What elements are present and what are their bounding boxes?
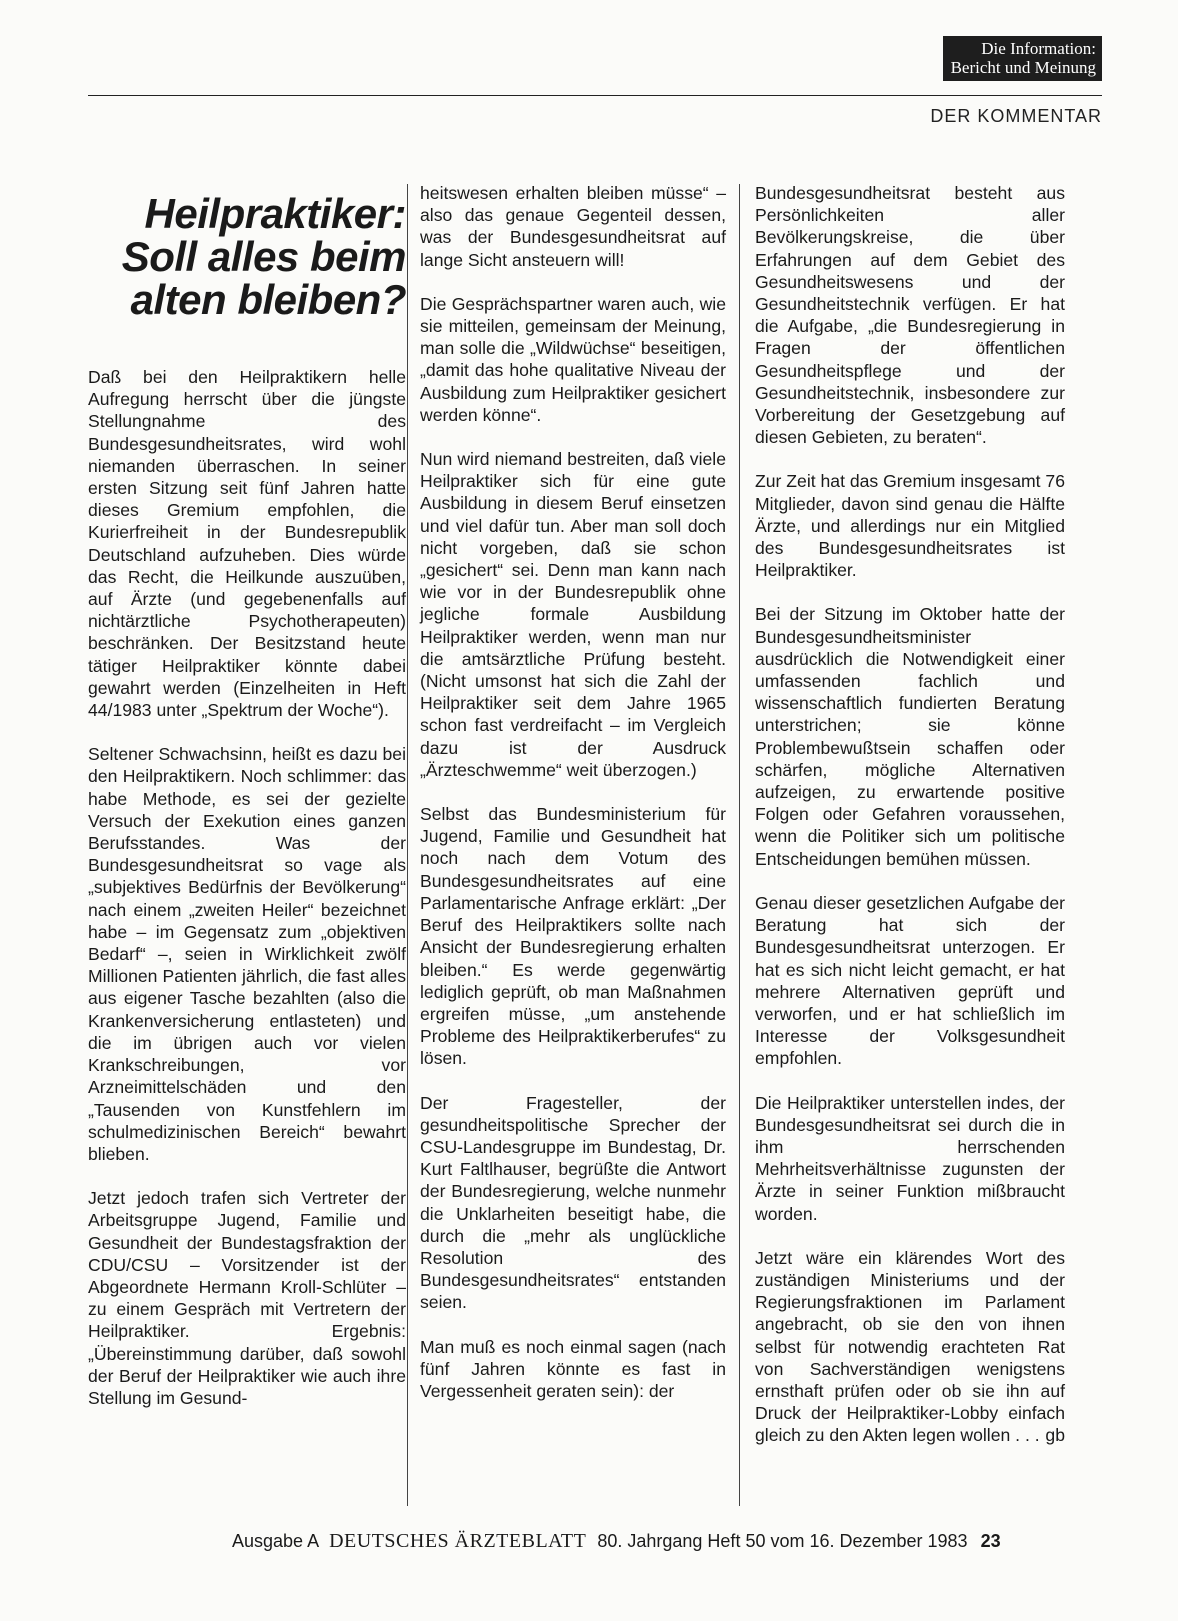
- paragraph: Nun wird niemand bestreiten, daß viele Heilpraktiker sich für eine gute Ausbildung in diesem Beruf einsetzen und viel dafür tun. Aber man soll doch nicht vorgeben, daß sie schon „gesichert“ sei. Denn man kann nach wie vor in der Bundesrepublik ohne jegliche formale Ausbildung Heilpraktiker werden, wenn man nur die amtsärztliche Prüfung besteht. (Nicht umsonst hat sich die Zahl der Heilpraktiker seit dem Jahre 1965 schon fast verdreifacht – im Vergleich dazu ist der Ausdruck „Ärzteschwemme“ weit überzogen.): [420, 449, 726, 780]
- paragraph: Seltener Schwachsinn, heißt es dazu bei den Heilpraktikern. Noch schlimmer: das habe Methode, es sei der gezielte Versuch der Exekution eines ganzen Berufsstandes. Was der Bundesgesundheitsrat so vage als „subjektives Bedürfnis der Bevölkerung“ nach einem „zweiten Heiler“ bezeichnet habe – im Gegensatz zum „objektiven Bedarf“ –, seien in Wirklichkeit zwölf Millionen Patienten jährlich, die fast alles aus eigener Tasche bezahlten (also die Krankenversicherung entlasteten) und die im übrigen auch vor vielen Krankschreibungen, vor Arzneimittelschäden und den „Tausenden von Kunstfehlern im schulmedizinischen Bereich“ bewahrt blieben.: [88, 744, 406, 1164]
- article-column-1: [88, 180, 406, 1431]
- issue-info: 80. Jahrgang Heft 50 vom 16. Dezember 1983: [597, 1531, 968, 1551]
- paragraph: Daß bei den Heilpraktikern helle Aufregung herrscht über die jüngste Stellungnahme des Bundesgesundheitsrates, wird wohl niemanden überraschen. In seiner ersten Sitzung seit fünf Jahren hatte dieses Gremium empfohlen, die Kurierfreiheit in der Bundesrepublik Deutschland aufzuheben. Dies würde das Recht, die Heilkunde auszuüben, auf Ärzte (und gegebenenfalls auf nichtärztliche Psychotherapeuten) beschränken. Der Besitzstand heute tätiger Heilpraktiker könnte dabei gewahrt werden (Einzelheiten in Heft 44/1983 unter „Spektrum der Woche“).: [88, 367, 406, 721]
- author-initials: gb: [1045, 1425, 1065, 1446]
- headline-line-2: Soll alles beim: [121, 233, 406, 280]
- paragraph: Jetzt jedoch trafen sich Vertreter der Arbeitsgruppe Jugend, Familie und Gesundheit der Bundestagsfraktion der CDU/CSU – Vorsitzender ist der Abgeordnete Hermann Kroll-Schlüter – zu einem Gespräch mit Vertretern der Heilpraktiker. Ergebnis: „Übereinstimmung darüber, daß sowohl der Beruf der Heilpraktiker wie auch ihre Stellung im Gesund-: [88, 1188, 406, 1408]
- column-divider-2: [739, 184, 740, 1506]
- page-number: 23: [980, 1531, 1001, 1551]
- paragraph-last: [755, 1247, 1065, 1447]
- page-footer: [232, 1530, 1001, 1553]
- headline-line-1: Heilpraktiker:: [144, 190, 406, 237]
- final-paragraph-text: Jetzt wäre ein klärendes Wort des zuständigen Ministeriums und der Regierungsfraktionen im Parlament angebracht, ob sie den von ihnen selbst für notwendig erachteten Rat von Sachverständigen wenigstens ernsthaft prüfen oder ob sie ihn auf Druck der Heilpraktiker-Lobby einfach gleich zu den Akten legen wollen . . .: [755, 1247, 1065, 1446]
- column-divider-1: [407, 184, 408, 1506]
- rubric-badge: [943, 36, 1102, 81]
- paragraph: heitswesen erhalten bleiben müsse“ – also das genaue Gegenteil dessen, was der Bundesgesundheitsrat auf lange Sicht ansteuern will!: [420, 183, 726, 270]
- paragraph: Zur Zeit hat das Gremium insgesamt 76 Mitglieder, davon sind genau die Hälfte Ärzte, und allerdings nur ein Mitglied des Bundesgesundheitsrates ist Heilpraktiker.: [755, 471, 1065, 581]
- rubric-line-1: Die Information:: [981, 39, 1096, 58]
- paragraph: Die Heilpraktiker unterstellen indes, der Bundesgesundheitsrat sei durch die in ihm herrschenden Mehrheitsverhältnisse zugunsten der Ärzte in seiner Funktion mißbraucht worden.: [755, 1092, 1065, 1224]
- section-label: DER KOMMENTAR: [930, 106, 1102, 126]
- article-headline: [88, 192, 406, 321]
- header-rule: [88, 95, 1102, 96]
- headline-line-3: alten bleiben?: [130, 276, 406, 323]
- paragraph: Die Gesprächspartner waren auch, wie sie mitteilen, gemeinsam der Meinung, man solle die „Wildwüchse“ beseitigen, „damit das hohe qualitative Niveau der Ausbildung zum Heilpraktiker gesichert werden könne“.: [420, 293, 726, 425]
- paragraph: Der Fragesteller, der gesundheitspolitische Sprecher der CSU-Landesgruppe im Bundestag, Dr. Kurt Faltlhauser, begrüßte die Antwort der Bundesregierung, welche nunmehr die Unklarheiten beseitigt habe, die durch die „mehr als unglückliche Resolution des Bundesgesundheitsrates“ entstanden seien.: [420, 1092, 726, 1313]
- article-column-3: [755, 182, 1065, 1469]
- article-column-2: [420, 182, 726, 1424]
- paragraph: Bei der Sitzung im Oktober hatte der Bundesgesundheitsminister ausdrücklich die Notwendigkeit einer umfassenden fachlich und wissenschaftlich fundierten Beratung unterstrichen; sie könne Problembewußtsein schaffen oder schärfen, mögliche Alternativen aufzeigen, zu erwartende positive Folgen oder Gefahren voraussehen, wenn die Politiker sich um politische Entscheidungen bemühen müssen.: [755, 604, 1065, 869]
- journal-name: DEUTSCHES ÄRZTEBLATT: [329, 1530, 587, 1552]
- paragraph: Selbst das Bundesministerium für Jugend, Familie und Gesundheit hat noch nach dem Votum des Bundesgesundheitsrates auf eine Parlamentarische Anfrage erklärt: „Der Beruf des Heilpraktikers sollte nach Ansicht der Bundesregierung erhalten bleiben.“ Es werde gegenwärtig lediglich geprüft, ob man Maßnahmen ergreifen müsse, „um anstehende Probleme des Heilpraktikerberufes“ zu lösen.: [420, 804, 726, 1069]
- paragraph: Bundesgesundheitsrat besteht aus Persönlichkeiten aller Bevölkerungskreise, die über Erfahrungen auf dem Gebiet des Gesundheitswesens und der Gesundheitstechnik verfügen. Er hat die Aufgabe, „die Bundesregierung in Fragen der öffentlichen Gesundheitspflege und der Gesundheitstechnik, insbesondere zur Vorbereitung der Gesetzgebung auf diesen Gebieten, zu beraten“.: [755, 183, 1065, 448]
- edition-label: Ausgabe A: [232, 1531, 319, 1551]
- paragraph: Man muß es noch einmal sagen (nach fünf Jahren könnte es fast in Vergessenheit geraten sein): der: [420, 1336, 726, 1401]
- rubric-line-2: Bericht und Meinung: [950, 58, 1096, 77]
- paragraph: Genau dieser gesetzlichen Aufgabe der Beratung hat sich der Bundesgesundheitsrat unterzogen. Er hat es sich nicht leicht gemacht, er hat mehrere Alternativen geprüft und verworfen, und er hat schließlich im Interesse der Volksgesundheit empfohlen.: [755, 892, 1065, 1069]
